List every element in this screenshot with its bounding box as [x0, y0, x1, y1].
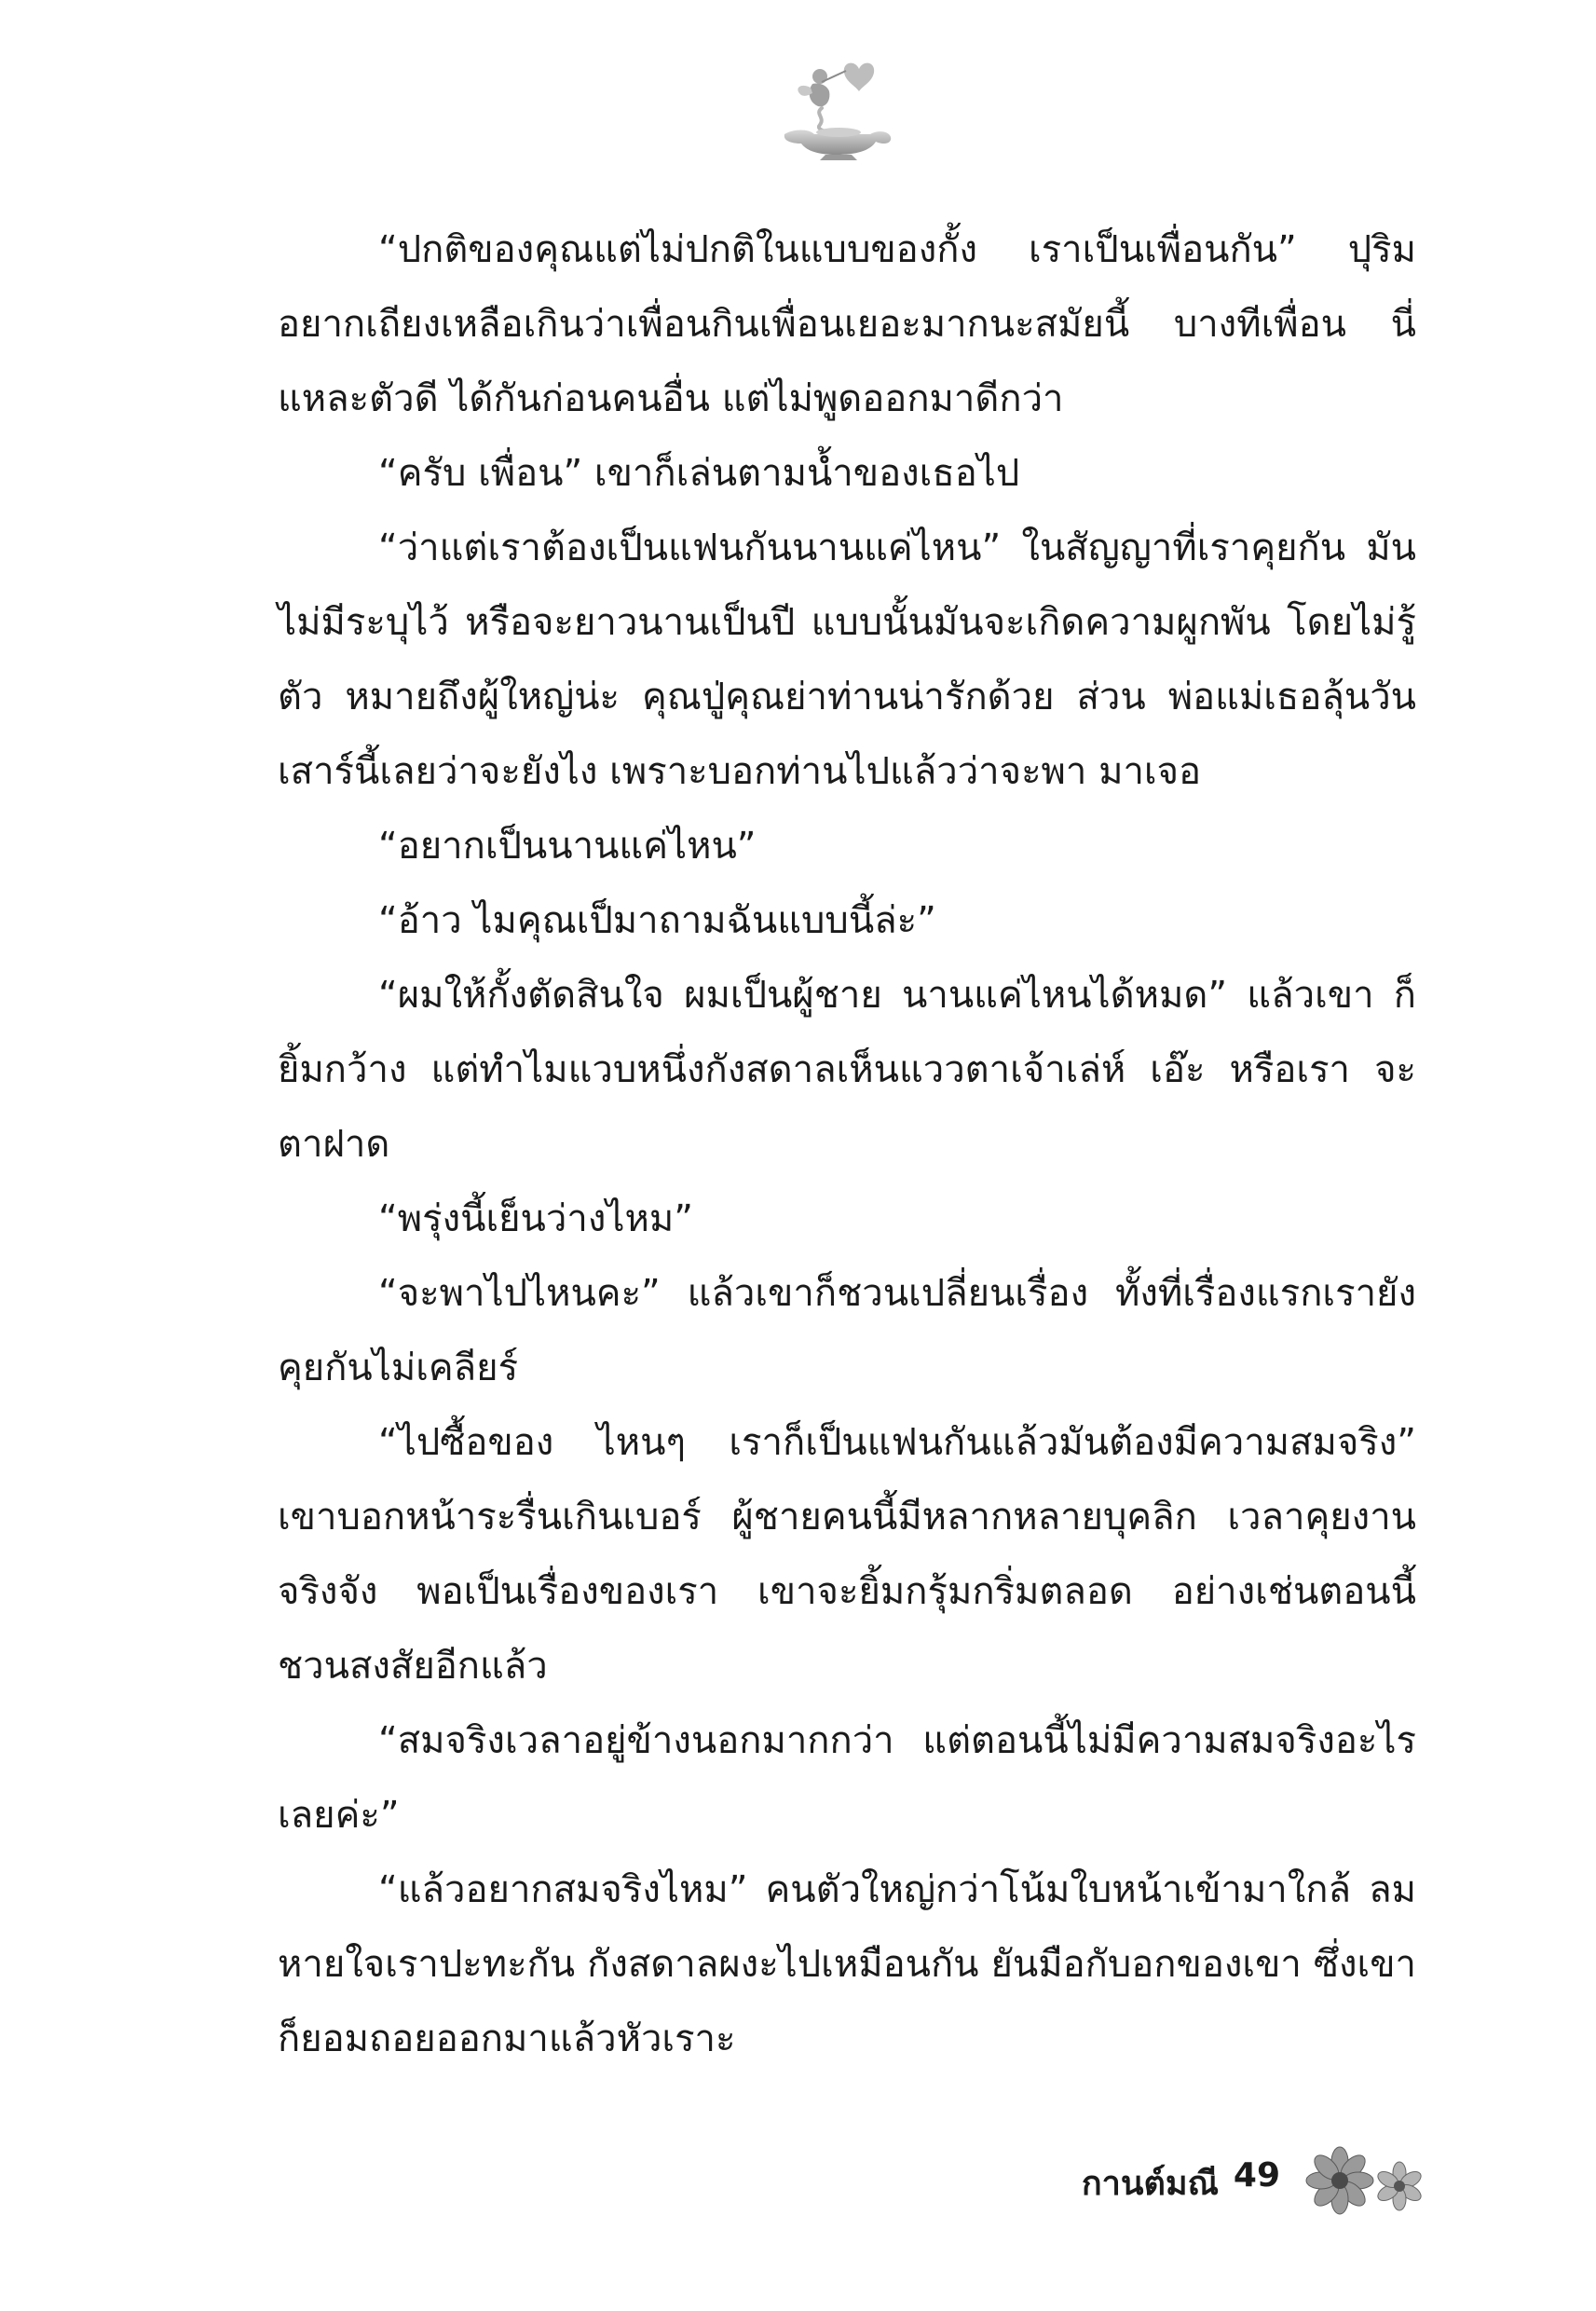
paragraph: “ว่าแต่เราต้องเป็นแฟนกันนานแค่ไหน” ในสัญญาที่เราคุยกัน มันไม่มีระบุไว้ หรือจะยาวนานเป็นปี แบบนั้นมันจะเกิดความผูกพัน โดยไม่รู้ตัว หมายถึงผู้ใหญ่น่ะ คุณปู่คุณย่าท่านน่ารักด้วย ส่วน พ่อแม่เธอลุ้นวันเสาร์นี้เลยว่าจะยังไง เพราะบอกท่านไปแล้วว่าจะพา มาเจอ [278, 526, 1416, 793]
paragraph: “อยากเป็นนานแค่ไหน” [378, 825, 757, 868]
paragraph: “พรุ่งนี้เย็นว่างไหม” [378, 1197, 693, 1240]
paragraph: “สมจริงเวลาอยู่ข้างนอกมากกว่า แต่ตอนนี้ไม่มีความสมจริงอะไร เลยค่ะ” [278, 1719, 1416, 1837]
paragraph: “ไปซื้อของ ไหนๆ เราก็เป็นแฟนกันแล้วมันต้องมีความสมจริง” เขาบอกหน้าระรื่นเกินเบอร์ ผู้ชายคนนี้มีหลากหลายบุคลิก เวลาคุยงาน จริงจัง พอเป็นเรื่องของเรา เขาจะยิ้มกรุ้มกริ่มตลอด อย่างเช่นตอนนี้ ชวนสงสัยอีกแล้ว [278, 1421, 1416, 1688]
page-number: 49 [1233, 2156, 1280, 2195]
paragraph: “อ้าว ไมคุณเป็มาถามฉันแบบนี้ล่ะ” [378, 899, 936, 942]
body-text [278, 212, 1416, 2076]
paragraph: “จะพาไปไหนคะ” แล้วเขาก็ชวนเปลี่ยนเรื่อง ทั้งที่เรื่องแรกเรายัง คุยกันไม่เคลียร์ [278, 1272, 1416, 1389]
footer-title: กานต์มณี [1081, 2165, 1219, 2203]
paragraph: “ผมให้กั้งตัดสินใจ ผมเป็นผู้ชาย นานแค่ไหนได้หมด” แล้วเขา ก็ยิ้มกว้าง แต่ทำไมแวบหนึ่งกังสดาลเห็นแววตาเจ้าเล่ห์ เอ๊ะ หรือเรา จะตาฝาด [278, 974, 1416, 1166]
flower-cluster-icon [1295, 2143, 1435, 2218]
page-footer [1062, 2143, 1435, 2218]
magic-lamp-cupid-icon [766, 54, 906, 166]
paragraph: “แล้วอยากสมจริงไหม” คนตัวใหญ่กว่าโน้มใบหน้าเข้ามาใกล้ ลมหายใจเราปะทะกัน กังสดาลผงะไปเหมือนกัน ยันมือกับอกของเขา ซึ่งเขาก็ยอมถอยออกมาแล้วหัวเราะ [278, 1868, 1416, 2060]
paragraph: “ปกติของคุณแต่ไม่ปกติในแบบของกั้ง เราเป็นเพื่อนกัน” ปุริม อยากเถียงเหลือเกินว่าเพื่อนกินเพื่อนเยอะมากนะสมัยนี้ บางทีเพื่อน นี่แหละตัวดี ได้กันก่อนคนอื่น แต่ไม่พูดออกมาดีกว่า [278, 228, 1416, 420]
paragraph: “ครับ เพื่อน” เขาก็เล่นตามน้ำของเธอไป [378, 452, 1020, 495]
